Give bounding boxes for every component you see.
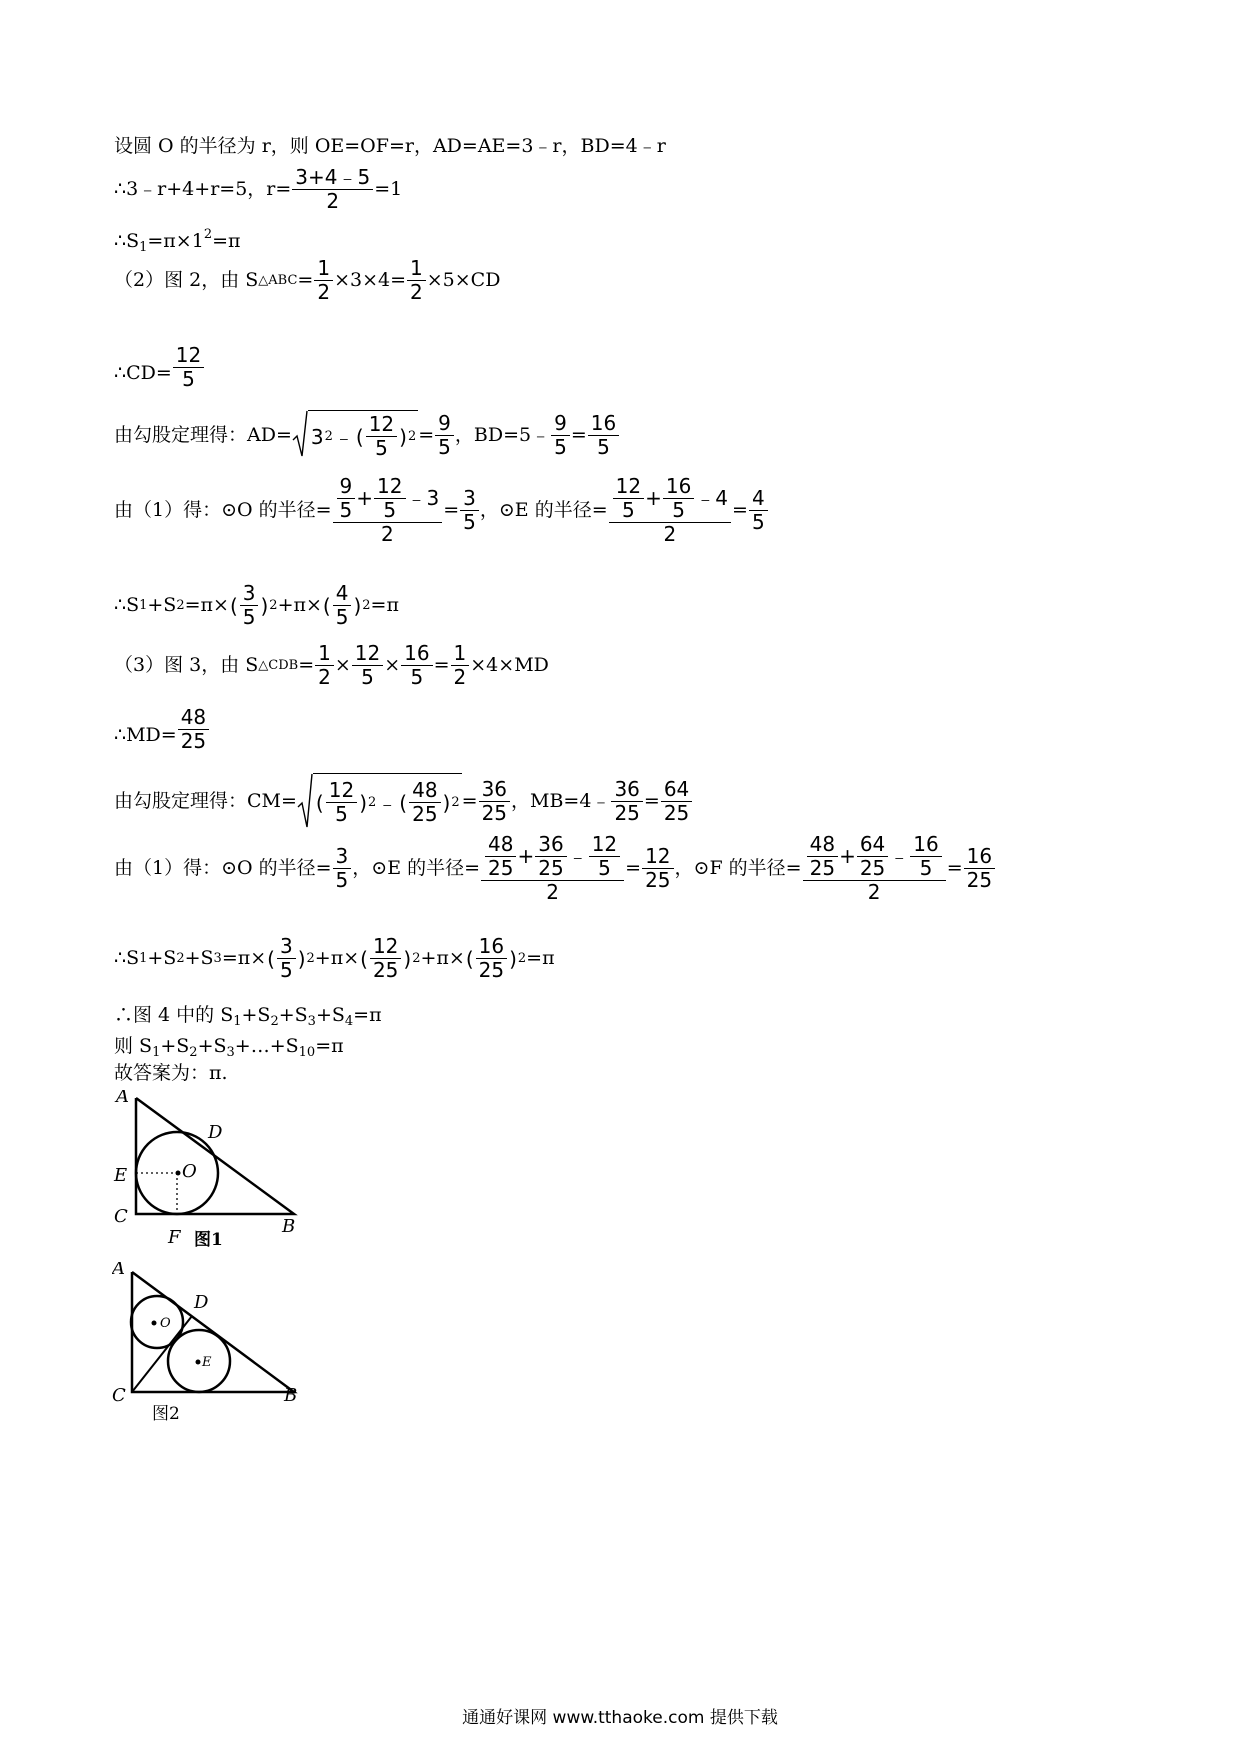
label-E: E <box>202 1355 212 1370</box>
label-C: C <box>112 1385 126 1406</box>
line-2: ∴3﹣r+4+r=5，r= 3+4﹣5 2 =1 <box>114 165 403 213</box>
figure-2 <box>112 1262 312 1427</box>
line-7: 由（1）得：⊙O 的半径= 9 5 + 12 5 ﹣3 2 = 3 5 ，⊙E 的半径= 12 5 + 16 5 ﹣4 2 = 4 5 <box>114 475 769 546</box>
fraction: 3+4﹣5 2 <box>292 166 373 213</box>
line-4: （2）图 2，由 S △ABC = 1 2 ×3×4= 1 2 ×5×CD <box>114 256 501 304</box>
line-14: ∴图 4 中的 $S_1+S_2+S_3+S_4=\pi$ <box>114 1004 382 1029</box>
caption-fig2: 图2 <box>152 1404 180 1422</box>
line-5: ∴CD= 12 5 <box>114 350 205 397</box>
label-C: C <box>114 1206 128 1227</box>
footer-text: 通通好课网 www.tthaoke.com 提供下载 <box>462 1708 778 1728</box>
label-A: A <box>116 1090 129 1107</box>
label-D: D <box>194 1292 209 1313</box>
figure-1 <box>112 1090 312 1255</box>
line-16: 故答案为：π. <box>114 1062 228 1084</box>
label-D: D <box>208 1122 223 1143</box>
line-8: ∴S 1 +S 2 =π× ( 3 5 ) 2 +π× ( 4 5 ) 2 =π <box>114 581 399 629</box>
line-3: $\therefore S_1=\pi\times 1^2=\pi$ <box>114 227 241 255</box>
line-10: ∴MD= 48 25 <box>114 712 210 759</box>
label-E: E <box>114 1165 128 1186</box>
sqrt: 3 2 ﹣ ( 12 5 ) 2 <box>292 410 418 460</box>
label-O: O <box>182 1161 197 1182</box>
label-B: B <box>284 1385 298 1406</box>
line-15: 则 $S_1+S_2+S_3+\dots+S_{10}=\pi$ <box>114 1035 344 1060</box>
label-O: O <box>160 1316 171 1331</box>
line-1: 设圆 O 的半径为 r，则 OE=OF=r，AD=AE=3﹣r，BD=4﹣r <box>114 135 666 157</box>
label-B: B <box>282 1216 296 1237</box>
label-F: F <box>168 1227 181 1248</box>
line-11: 由勾股定理得：CM= ( 12 5 ) 2 ﹣ ( 48 25 ) 2 = 36 25 ，MB=4﹣ 36 25 = 64 25 <box>114 773 693 829</box>
line-6: 由勾股定理得：AD= 3 2 ﹣ ( 12 5 ) 2 = 9 5 ，BD=5﹣ 9 5 = 16 5 <box>114 410 620 460</box>
caption-fig1: 图1 <box>194 1230 223 1250</box>
line-13: ∴S 1 +S 2 +S 3 =π× ( 3 5 ) 2 +π× ( 12 25 ) 2 +π× ( 16 25 ) 2 =π <box>114 934 555 982</box>
label-A: A <box>112 1262 125 1279</box>
line-9: （3）图 3，由 S △CDB = 1 2 × 12 5 × 16 5 = 1 2 ×4×MD <box>114 641 549 689</box>
line-12: 由（1）得：⊙O 的半径= 3 5 ，⊙E 的半径= 48 25 + 36 25 ﹣ 12 5 2 = 12 25 ，⊙F 的半径= 48 25 + 64 25 ﹣ 16 5 2 = 16 25 <box>114 833 996 904</box>
